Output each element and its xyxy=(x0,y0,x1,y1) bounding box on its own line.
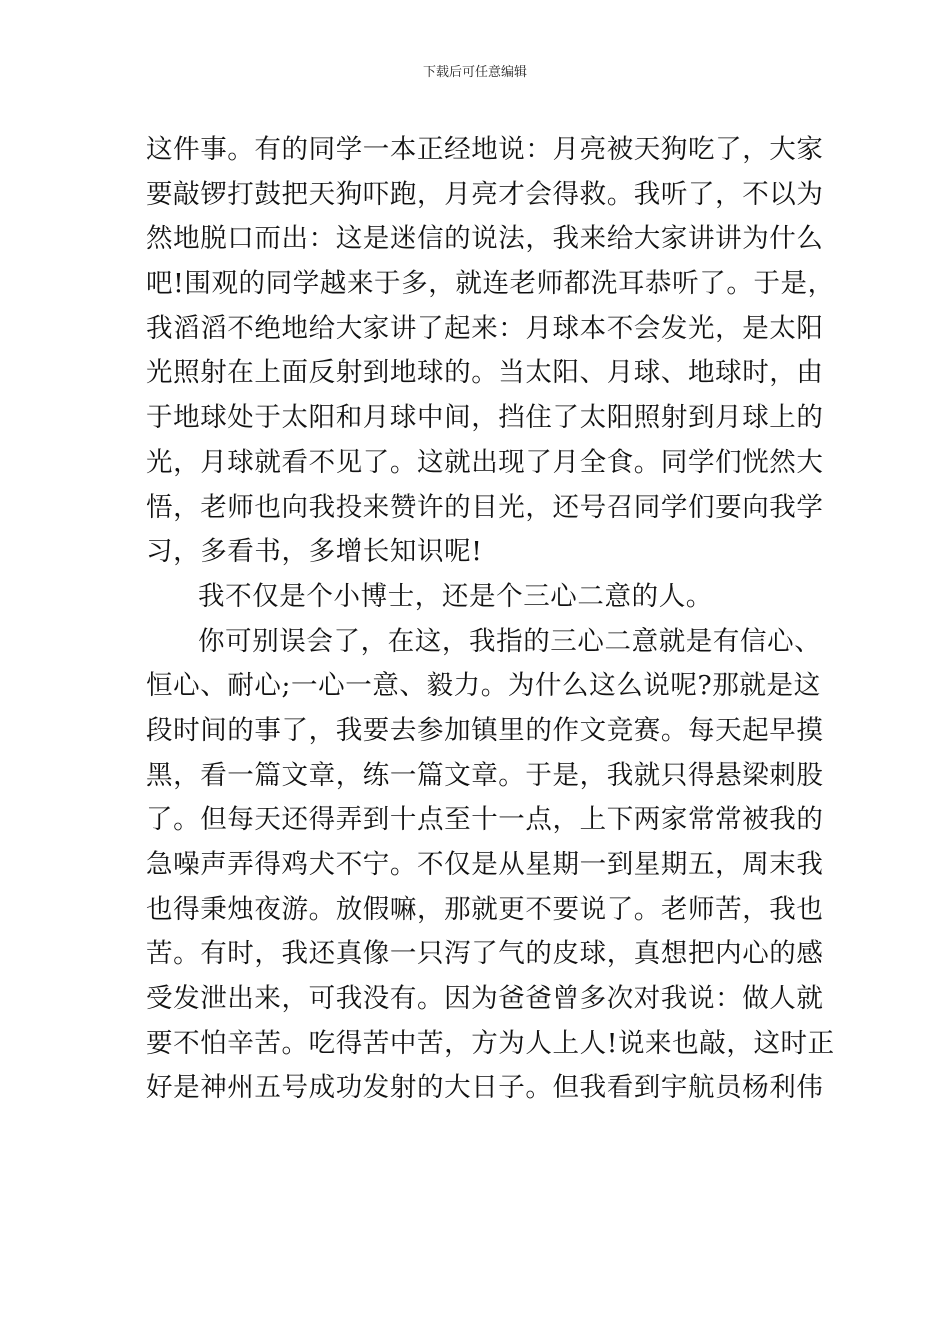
text-line: 段时间的事了，我要去参加镇里的作文竞赛。每天起早摸 xyxy=(146,714,824,746)
text-line: 要敲锣打鼓把天狗吓跑，月亮才会得救。我听了，不以为 xyxy=(146,178,824,210)
text-line: 你可别误会了，在这，我指的三心二意就是有信心、 xyxy=(198,625,822,657)
text-line: 也得秉烛夜游。放假嘛，那就更不要说了。老师苦，我也 xyxy=(146,893,824,925)
text-line: 急噪声弄得鸡犬不宁。不仅是从星期一到星期五，周末我 xyxy=(146,849,824,880)
text-line: 苦。有时，我还真像一只泻了气的皮球，真想把内心的感 xyxy=(146,938,824,970)
page-header: 下载后可任意编辑 xyxy=(422,65,527,80)
text-line: 好是神州五号成功发射的大日子。但我看到宇航员杨利伟 xyxy=(146,1072,824,1104)
text-line: 黑，看一篇文章，练一篇文章。于是，我就只得悬梁刺股 xyxy=(146,759,824,791)
text-line: 光，月球就看不见了。这就出现了月全食。同学们恍然大 xyxy=(146,446,824,478)
text-line: 这件事。有的同学一本正经地说：月亮被天狗吃了，大家 xyxy=(146,134,824,165)
text-line: 光照射在上面反射到地球的。当太阳、月球、地球时，由 xyxy=(146,357,824,389)
text-line: 要不怕辛苦。吃得苦中苦，方为人上人!说来也敲，这时正 xyxy=(146,1027,835,1059)
document-body xyxy=(146,128,835,1111)
text-line: 然地脱口而出：这是迷信的说法，我来给大家讲讲为什么 xyxy=(146,223,824,255)
text-line: 悟，老师也向我投来赞许的目光，还号召同学们要向我学 xyxy=(146,491,824,523)
text-line: 我滔滔不绝地给大家讲了起来：月球本不会发光，是太阳 xyxy=(146,312,824,344)
text-line: 于地球处于太阳和月球中间，挡住了太阳照射到月球上的 xyxy=(146,402,824,434)
text-line: 了。但每天还得弄到十点至十一点，上下两家常常被我的 xyxy=(146,804,824,836)
text-line: 受发泄出来，可我没有。因为爸爸曾多次对我说：做人就 xyxy=(146,983,824,1015)
text-line: 恒心、耐心;一心一意、毅力。为什么这么说呢?那就是这 xyxy=(146,670,821,702)
text-line: 习，多看书，多增长知识呢! xyxy=(146,536,483,568)
text-line: 我不仅是个小博士，还是个三心二意的人。 xyxy=(198,580,713,612)
text-line: 吧!围观的同学越来于多，就连老师都洗耳恭听了。于是， xyxy=(146,268,835,300)
